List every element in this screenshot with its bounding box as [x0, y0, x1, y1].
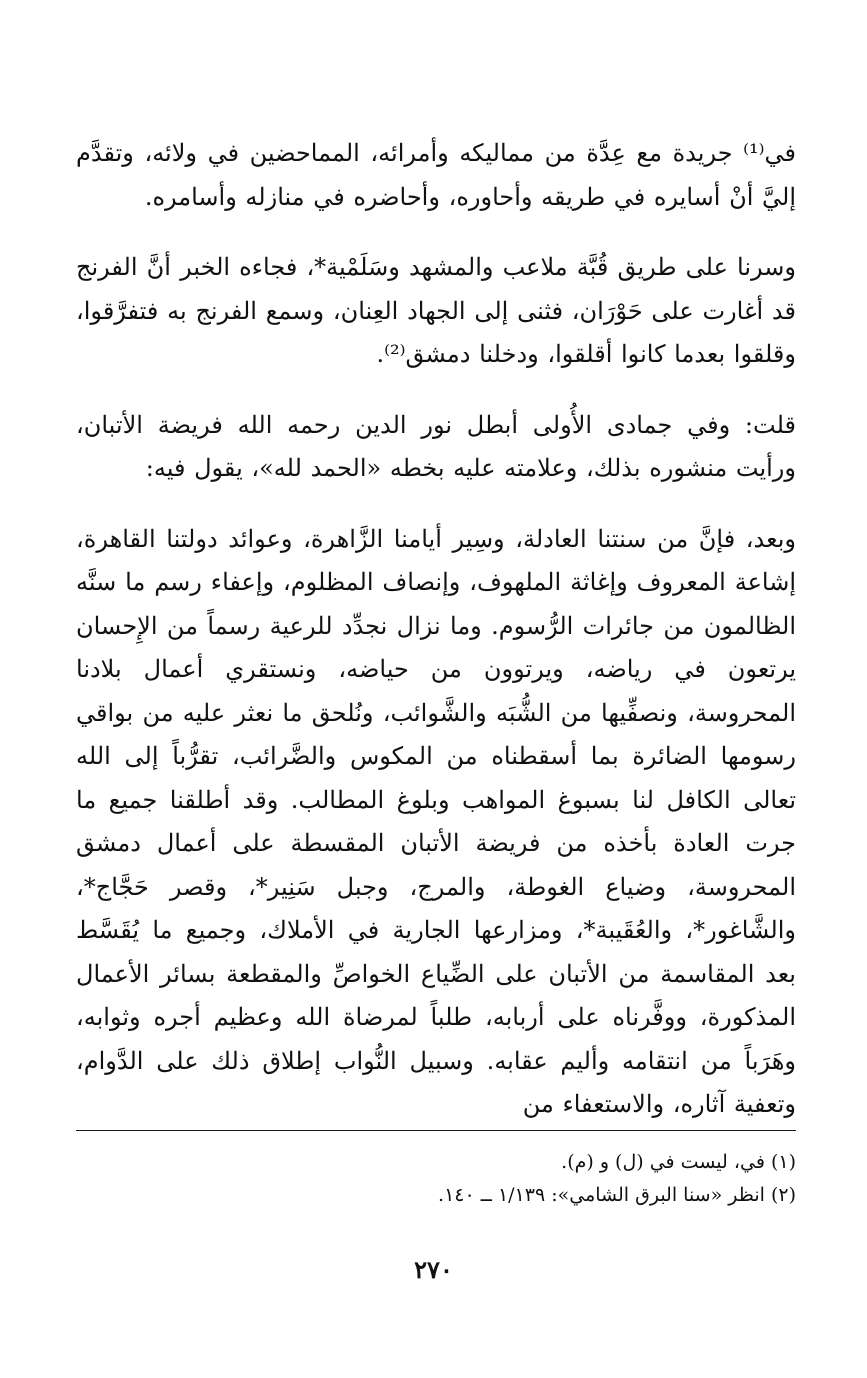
footnote-divider: [76, 1130, 796, 1131]
paragraph: في⁽¹⁾ جريدة مع عِدَّة من مماليكه وأمرائه، المماحضين في ولائه، وتقدَّم إليَّ أنْ أسايره في طريقه وأحاوره، وأحاضره في منازله وأسامره.: [76, 139, 796, 211]
paragraph: وسرنا على طريق قُبَّة ملاعب والمشهد وسَلَمْية*، فجاءه الخبر أنَّ الفرنج قد أغارت على حَوْرَان، فثنى إلى الجهاد العِنان، وسمع الفرنج به فتفرَّقوا، وقلقوا بعدما كانوا أقلقوا، ودخلنا دمشق⁽²⁾.: [76, 253, 796, 368]
footnote: (٢) انظر «سنا البرق الشامي»: ١/١٣٩ ــ ١٤٠.: [438, 1184, 796, 1206]
footnote: (١) في، ليست في (ل) و (م).: [561, 1151, 796, 1173]
page-number: ٢٧٠: [414, 1255, 453, 1284]
paragraph: وبعد، فإنَّ من سنتنا العادلة، وسِير أيامنا الزَّاهرة، وعوائد دولتنا القاهرة، إشاعة المعروف وإغاثة الملهوف، وإنصاف المظلوم، وإعفاء رسم ما سنَّه الظالمون من جائرات الرُّسوم. وما نزال نجدِّد للرعية رسماً من الإِحسان يرتعون في رياضه، ويرتوون من حياضه، ونستقري أعمال بلادنا المحروسة، ونصفِّيها من الشُّبَه والشَّوائب، ونُلحق ما نعثر عليه من بواقي رسومها الضائرة بما أسقطناه من المكوس والضَّرائب، تقرُّباً إلى الله تعالى الكافل لنا بسبوغ المواهب وبلوغ المطالب. وقد أطلقنا جميع ما جرت العادة بأخذه من فريضة الأتبان المقسطة على أعمال دمشق المحروسة، وضياع الغوطة، والمرج، وجبل سَنِير*، وقصر حَجَّاج*، والشَّاغور*، والعُقَيبة*، ومزارعها الجارية في الأملاك، وجميع ما يُقَسَّط بعد المقاسمة من الأتبان على الضِّياع الخواصِّ والمقطعة بسائر الأعمال المذكورة، ووفَّرناه على أربابه، طلباً لمرضاة الله وعظيم أجره وثوابه، وهَرَباً من انتقامه وأليم عقابه. وسبيل النُّواب إطلاق ذلك على الدَّوام، وتعفية آثاره، والاستعفاء من: [76, 524, 796, 1118]
paragraph: قلت: وفي جمادى الأُولى أبطل نور الدين رحمه الله فريضة الأتبان، ورأيت منشوره بذلك، وعلامته عليه بخطه «الحمد لله»، يقول فيه:: [76, 410, 796, 482]
footnotes: [76, 1146, 796, 1212]
main-text: [76, 132, 796, 1127]
